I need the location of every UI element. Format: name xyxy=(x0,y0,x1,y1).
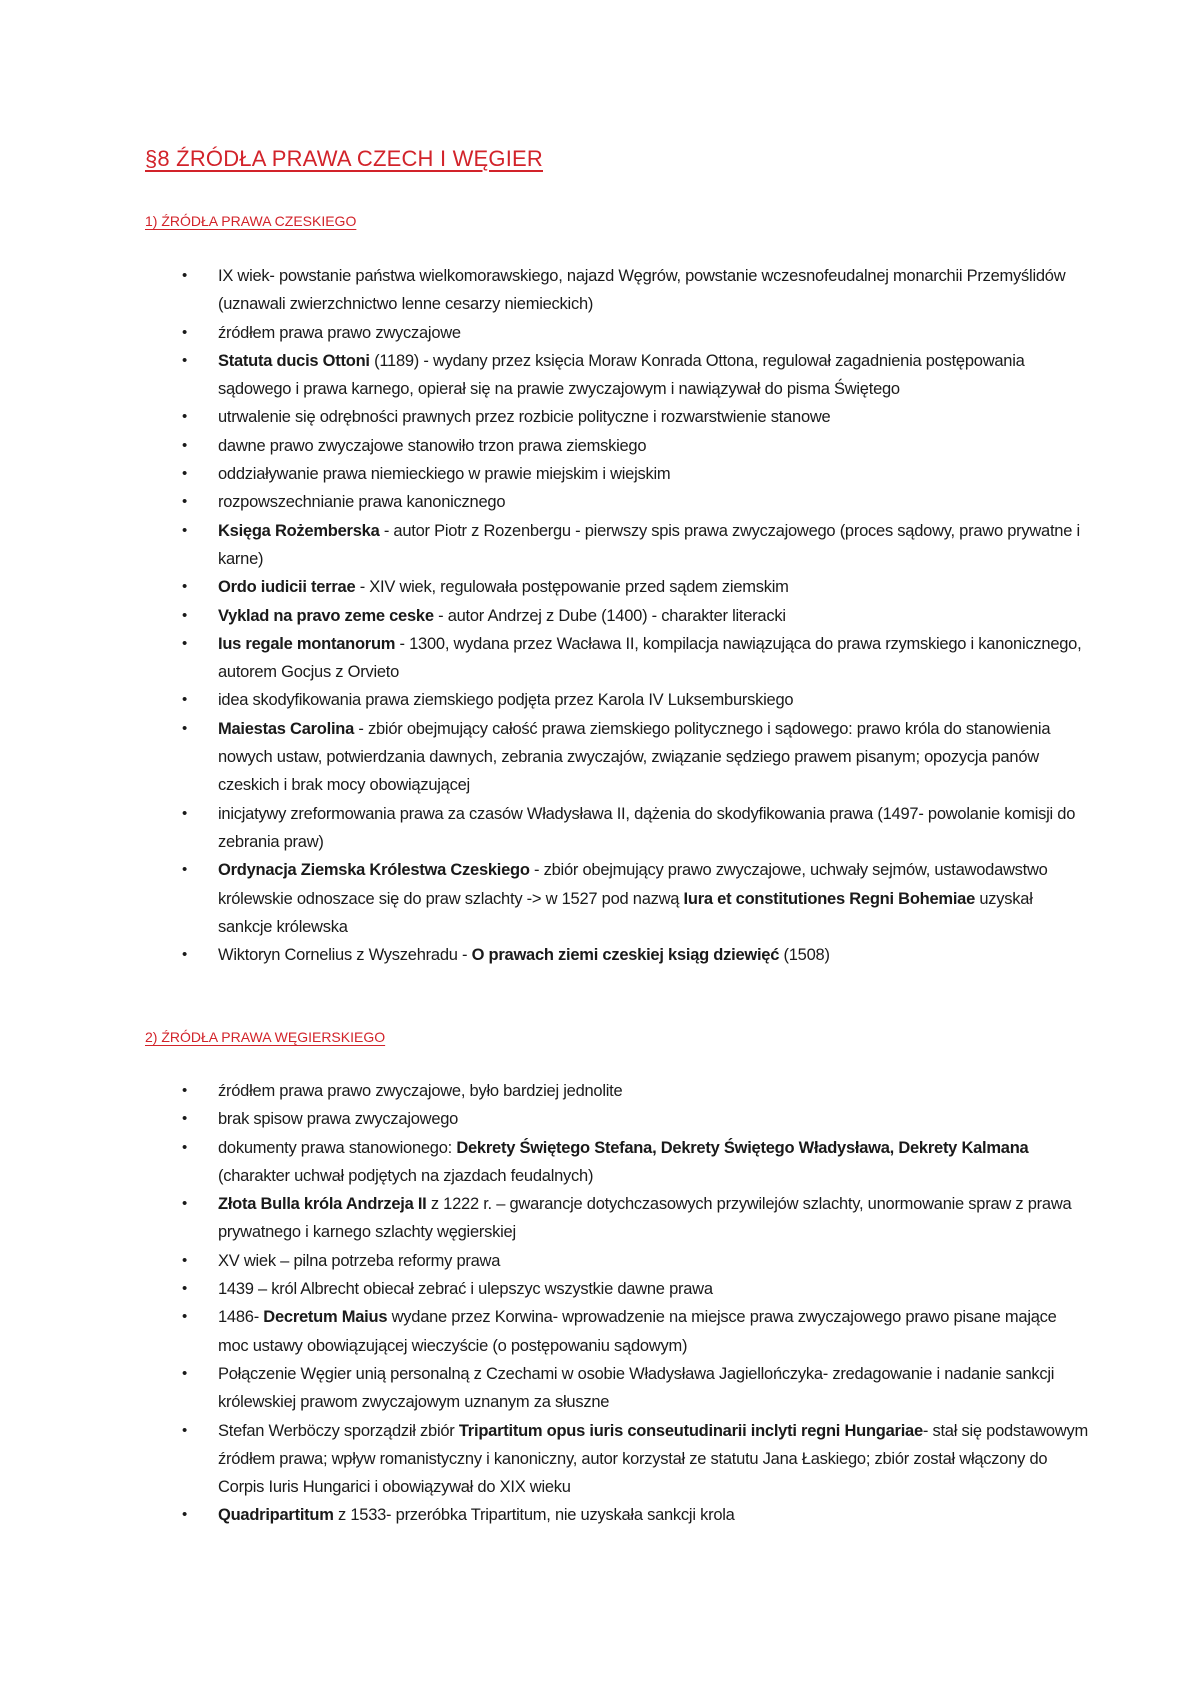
item-bold-text: Iura et constitutiones Regni Bohemiae xyxy=(683,889,976,908)
list-item xyxy=(0,432,1200,460)
item-text: - XIV wiek, regulowała postępowanie przed sądem ziemskim xyxy=(355,578,789,597)
item-text: utrwalenie się odrębności prawnych przez rozbicie polityczne i rozwarstwienie stanowe xyxy=(218,408,831,427)
list-item xyxy=(0,941,1200,969)
list-item xyxy=(0,800,1200,857)
list-item xyxy=(0,856,1200,941)
list-item xyxy=(0,573,1200,601)
item-bold-text: Vyklad na pravo zeme ceske xyxy=(218,606,434,625)
item-text: (1508) xyxy=(779,946,830,965)
item-text: 1486- xyxy=(218,1308,264,1327)
item-text: - zbiór obejmujący prawo zwyczajowe, uchwały sejmów, ustawodawstwo królewskie odnoszace się do praw szlachty -> w 1527 pod nazwą xyxy=(218,861,1048,908)
bullet-list-czech xyxy=(0,262,1200,969)
item-bold-text: Decretum Maius xyxy=(263,1308,388,1327)
list-item xyxy=(0,1501,1200,1529)
item-text: inicjatywy zreformowania prawa za czasów Władysława II, dążenia do skodyfikowania prawa (1497- powolanie komisji do zebrania praw) xyxy=(218,804,1076,851)
list-item xyxy=(0,1360,1200,1417)
list-item xyxy=(0,1303,1200,1360)
item-text: Stefan Werböczy sporządził zbiór xyxy=(218,1421,459,1440)
list-item xyxy=(0,1190,1200,1247)
item-bold-text: Statuta ducis Ottoni xyxy=(218,351,370,370)
item-bold-text: Ordynacja Ziemska Królestwa Czeskiego xyxy=(218,861,530,880)
item-bold-text: Tripartitum opus iuris conseutudinarii inclyti regni Hungariae xyxy=(458,1421,923,1440)
list-item xyxy=(0,347,1200,404)
list-item xyxy=(0,488,1200,516)
item-text: z 1222 r. – gwarancje dotychczasowych przywilejów szlachty, unormowanie spraw z prawa prywatnego i karnego szlachty węgierskiej xyxy=(218,1195,1072,1242)
item-text: źródłem prawa prawo zwyczajowe xyxy=(218,323,461,342)
list-item xyxy=(0,262,1200,319)
list-item xyxy=(0,630,1200,687)
list-item xyxy=(0,319,1200,347)
item-text: źródłem prawa prawo zwyczajowe, było bardziej jednolite xyxy=(218,1082,623,1100)
list-item xyxy=(0,686,1200,714)
item-text: 1439 – król Albrecht obiecał zebrać i ulepszyc wszystkie dawne prawa xyxy=(218,1280,713,1299)
item-text: - 1300, wydana przez Wacława II, kompilacja nawiązująca do prawa rzymskiego i kanonicznego, autorem Gocjus z Orvieto xyxy=(218,634,1082,682)
item-text: brak spisow prawa zwyczajowego xyxy=(218,1110,459,1129)
item-text: idea skodyfikowania prawa ziemskiego podjęta przez Karola IV Luksemburskiego xyxy=(218,691,794,710)
list-item xyxy=(0,1247,1200,1275)
list-item xyxy=(0,517,1200,574)
page-title: §8 ŹRÓDŁA PRAWA CZECH I WĘGIER xyxy=(145,146,543,171)
item-bold-text: Dekrety Świętego Stefana, Dekrety Świętego Władysława, Dekrety Kalmana xyxy=(456,1138,1029,1157)
item-text: wydane przez Korwina- wprowadzenie na miejsce prawa zwyczajowego prawo pisane mające moc ustawy obowiązującej wieczyście (o postępowaniu sądowym) xyxy=(218,1308,1057,1355)
item-text: (charakter uchwał podjętych na zjazdach feudalnych) xyxy=(218,1166,594,1185)
item-text: Połączenie Węgier unią personalną z Czechami w osobie Władysława Jagiellończyka- zredagowanie i nadanie sankcji królewskiej prawom zwyczajowym uznanym za słuszne xyxy=(218,1364,1055,1412)
item-bold-text: Ordo iudicii terrae xyxy=(218,578,356,597)
section-heading-czech: 1) ŹRÓDŁA PRAWA CZESKIEGO xyxy=(145,213,357,229)
item-text: rozpowszechnianie prawa kanonicznego xyxy=(218,493,506,512)
item-text: - autor Piotr z Rozenbergu - pierwszy spis prawa zwyczajowego (proces sądowy, prawo prywatne i karne) xyxy=(218,521,1080,568)
list-item xyxy=(0,602,1200,630)
list-item xyxy=(0,403,1200,431)
item-bold-text: Ius regale montanorum xyxy=(218,634,396,653)
item-text: IX wiek- powstanie państwa wielkomorawskiego, najazd Węgrów, powstanie wczesnofeudalnej monarchii Przemyślidów (uznawali zwierzchnictwo lenne cesarzy niemieckich) xyxy=(218,267,1066,314)
bullet-list-hungary xyxy=(0,1077,1200,1530)
item-bold-text: Księga Rożemberska xyxy=(218,521,380,540)
item-text: oddziaływanie prawa niemieckiego w prawie miejskim i wiejskim xyxy=(218,465,671,484)
item-text: dokumenty prawa stanowionego: xyxy=(218,1138,457,1157)
list-item xyxy=(0,460,1200,488)
item-text: z 1533- przeróbka Tripartitum, nie uzyskała sankcji krola xyxy=(333,1506,735,1525)
section-heading-hungary: 2) ŹRÓDŁA PRAWA WĘGIERSKIEGO xyxy=(145,1029,386,1045)
list-item xyxy=(0,1077,1200,1105)
list-item xyxy=(0,1417,1200,1502)
item-bold-text: O prawach ziemi czeskiej ksiąg dziewięć xyxy=(471,946,780,965)
item-text: Wiktoryn Cornelius z Wyszehradu - xyxy=(218,946,472,965)
list-item xyxy=(0,1105,1200,1133)
list-item xyxy=(0,1275,1200,1303)
item-text: (1189) - wydany przez księcia Moraw Konrada Ottona, regulował zagadnienia postępowania sądowego i prawa karnego, opierał się na prawie zwyczajowym i nawiązywał do pisma Świętego xyxy=(218,351,1025,399)
item-text: - zbiór obejmujący całość prawa ziemskiego politycznego i sądowego: prawo króla do stanowienia nowych ustaw, potwierdzania dawnych, zebrania zwyczajów, związanie sędziego prawem pisanym; opozycja panów czeskich i brak mocy obowiązującej xyxy=(218,719,1051,795)
item-text: - stał się podstawowym źródłem prawa; wpływ romanistyczny i kanoniczny, autor korzystał ze statutu Jana Łaskiego; zbiór został włączony do Corpis Iuris Hungarici i obowiązywał do XIX wieku xyxy=(218,1421,1088,1497)
item-text: uzyskał sankcje królewska xyxy=(218,889,1033,936)
item-text: - autor Andrzej z Dube (1400) - charakter literacki xyxy=(433,606,786,625)
item-bold-text: Złota Bulla króla Andrzeja II xyxy=(218,1195,427,1214)
item-text: dawne prawo zwyczajowe stanowiło trzon prawa ziemskiego xyxy=(218,436,647,455)
item-bold-text: Quadripartitum xyxy=(218,1506,334,1525)
list-item xyxy=(0,1134,1200,1191)
list-item xyxy=(0,715,1200,800)
item-text: XV wiek – pilna potrzeba reformy prawa xyxy=(218,1251,501,1270)
item-bold-text: Maiestas Carolina xyxy=(218,719,355,738)
